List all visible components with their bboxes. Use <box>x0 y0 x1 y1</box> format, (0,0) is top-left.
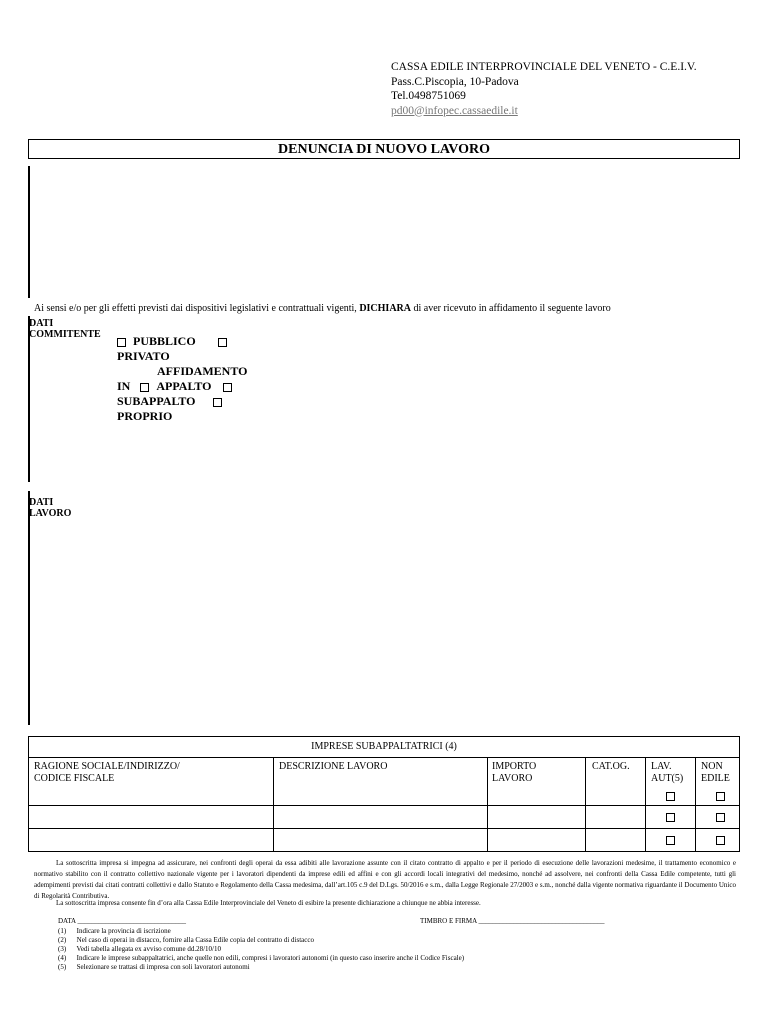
table-divider <box>487 757 488 851</box>
checkbox-icon <box>213 398 222 407</box>
col-cat-og: CAT.OG. <box>592 761 630 772</box>
table-divider <box>273 757 274 851</box>
timbro-firma-field[interactable]: TIMBRO E FIRMA ____________________________________ <box>420 917 605 925</box>
footnote-5: (5) Selezionare se trattasi di impresa con soli lavoratori autonomi <box>58 963 250 971</box>
footnote-2: (2) Nel caso di operai in distacco, fornire alla Cassa Edile copia del contratto di distacco <box>58 936 314 944</box>
org-address: Pass.C.Piscopia, 10-Padova <box>391 75 519 88</box>
col-descrizione: DESCRIZIONE LAVORO <box>279 761 388 772</box>
affidamento-label: AFFIDAMENTO IN <box>117 364 248 393</box>
table-caption: IMPRESE SUBAPPALTATRICI (4) <box>311 741 457 752</box>
org-name: CASSA EDILE INTERPROVINCIALE DEL VENETO - C.E.I.V. <box>391 61 697 73</box>
checkbox-icon <box>223 383 232 392</box>
non-edile-checkbox-1[interactable] <box>716 792 725 801</box>
letterhead <box>391 60 697 118</box>
checkbox-icon <box>218 338 227 347</box>
table-divider <box>29 757 739 758</box>
declaration-text: Ai sensi e/o per gli effetti previsti dai dispositivi legislativi e contrattuali vigenti, DICHIARA di aver ricevuto in affidamento il seguente lavoro <box>34 303 611 314</box>
appalto-checkbox[interactable]: APPALTO <box>140 379 211 393</box>
pubblico-checkbox[interactable]: PUBBLICO <box>117 334 196 348</box>
col-non-edile: NON EDILE <box>701 761 730 784</box>
table-divider <box>585 757 586 851</box>
lav-aut-checkbox-1[interactable] <box>666 792 675 801</box>
non-edile-checkbox-2[interactable] <box>716 813 725 822</box>
consenso-paragraph: La sottoscritta impresa consente fin d’ora alla Cassa Edile Interprovinciale del Veneto di esibire la presente dichiarazione a chiunque ne abbia interesse. <box>56 899 481 907</box>
form-title: DENUNCIA DI NUOVO LAVORO <box>28 139 740 159</box>
checkbox-icon <box>140 383 149 392</box>
lav-aut-checkbox-3[interactable] <box>666 836 675 845</box>
col-importo: IMPORTO LAVORO <box>492 761 537 784</box>
subappaltatrici-table <box>28 736 740 852</box>
proprio-checkbox[interactable]: PROPRIO <box>117 394 229 423</box>
footnote-3: (3) Vedi tabella allegata ex avviso comune dd.28/10/10 <box>58 945 221 953</box>
tipo-options <box>117 334 247 424</box>
org-email-link[interactable]: pd00@infopec.cassaedile.it <box>391 104 518 117</box>
subappalto-checkbox[interactable]: SUBAPPALTO <box>117 379 239 408</box>
table-divider <box>695 757 696 851</box>
lavoro-section: DATI LAVORO <box>28 491 30 725</box>
impresa-section <box>28 166 30 298</box>
checkbox-icon <box>117 338 126 347</box>
data-field[interactable]: DATA _______________________________ <box>58 917 186 925</box>
col-ragione-sociale: RAGIONE SOCIALE/INDIRIZZO/ CODICE FISCALE <box>34 761 180 784</box>
privato-checkbox[interactable]: PRIVATO <box>117 334 234 363</box>
lav-aut-checkbox-2[interactable] <box>666 813 675 822</box>
table-divider <box>29 828 739 829</box>
org-phone: Tel.0498751069 <box>391 90 466 102</box>
col-lav-aut: LAV. AUT(5) <box>651 761 684 784</box>
table-divider <box>645 757 646 851</box>
committente-section: DATI COMMITENTE PUBBLICO PRIVATO AFFIDAMENTO IN APPALTO SUBAPPALTO PROPRIO <box>28 316 30 482</box>
impegno-paragraph: La sottoscritta impresa si impegna ad assicurare, nei confronti degli operai da essa adibiti alle lavorazione assunte con il citato contratto di appalto e per il periodo di esecuzione delle lavorazioni medesime, il trattamento economico e normativo stabilito con il contratto collettivo nazionale vigente per i lavoratori dipendenti da imprese edili ed affini e con gli accordi locali integrativi del medesimo, nonché ad assolvere, nei confronti della Cassa Edile competente, tutti gli adempimenti previsti dai citati contratti collettivi e dallo Statuto e Regolamento della Cassa medesima, dall’art.105 c.9 del D.Lgs. 50/2016 e s.m., dalla Legge Regionale 27/2003 e s.m., nonché dalla vigente normativa riguardante il Documento Unico di Regolarità Contributiva. <box>34 859 736 900</box>
table-divider <box>29 805 739 806</box>
non-edile-checkbox-3[interactable] <box>716 836 725 845</box>
footnote-4: (4) Indicare le imprese subappaltatrici, anche quelle non edili, compresi i lavoratori autonomi (in questo caso inserire anche il Codice Fiscale) <box>58 954 465 962</box>
footnote-1: (1) Indicare la provincia di iscrizione <box>58 927 171 935</box>
